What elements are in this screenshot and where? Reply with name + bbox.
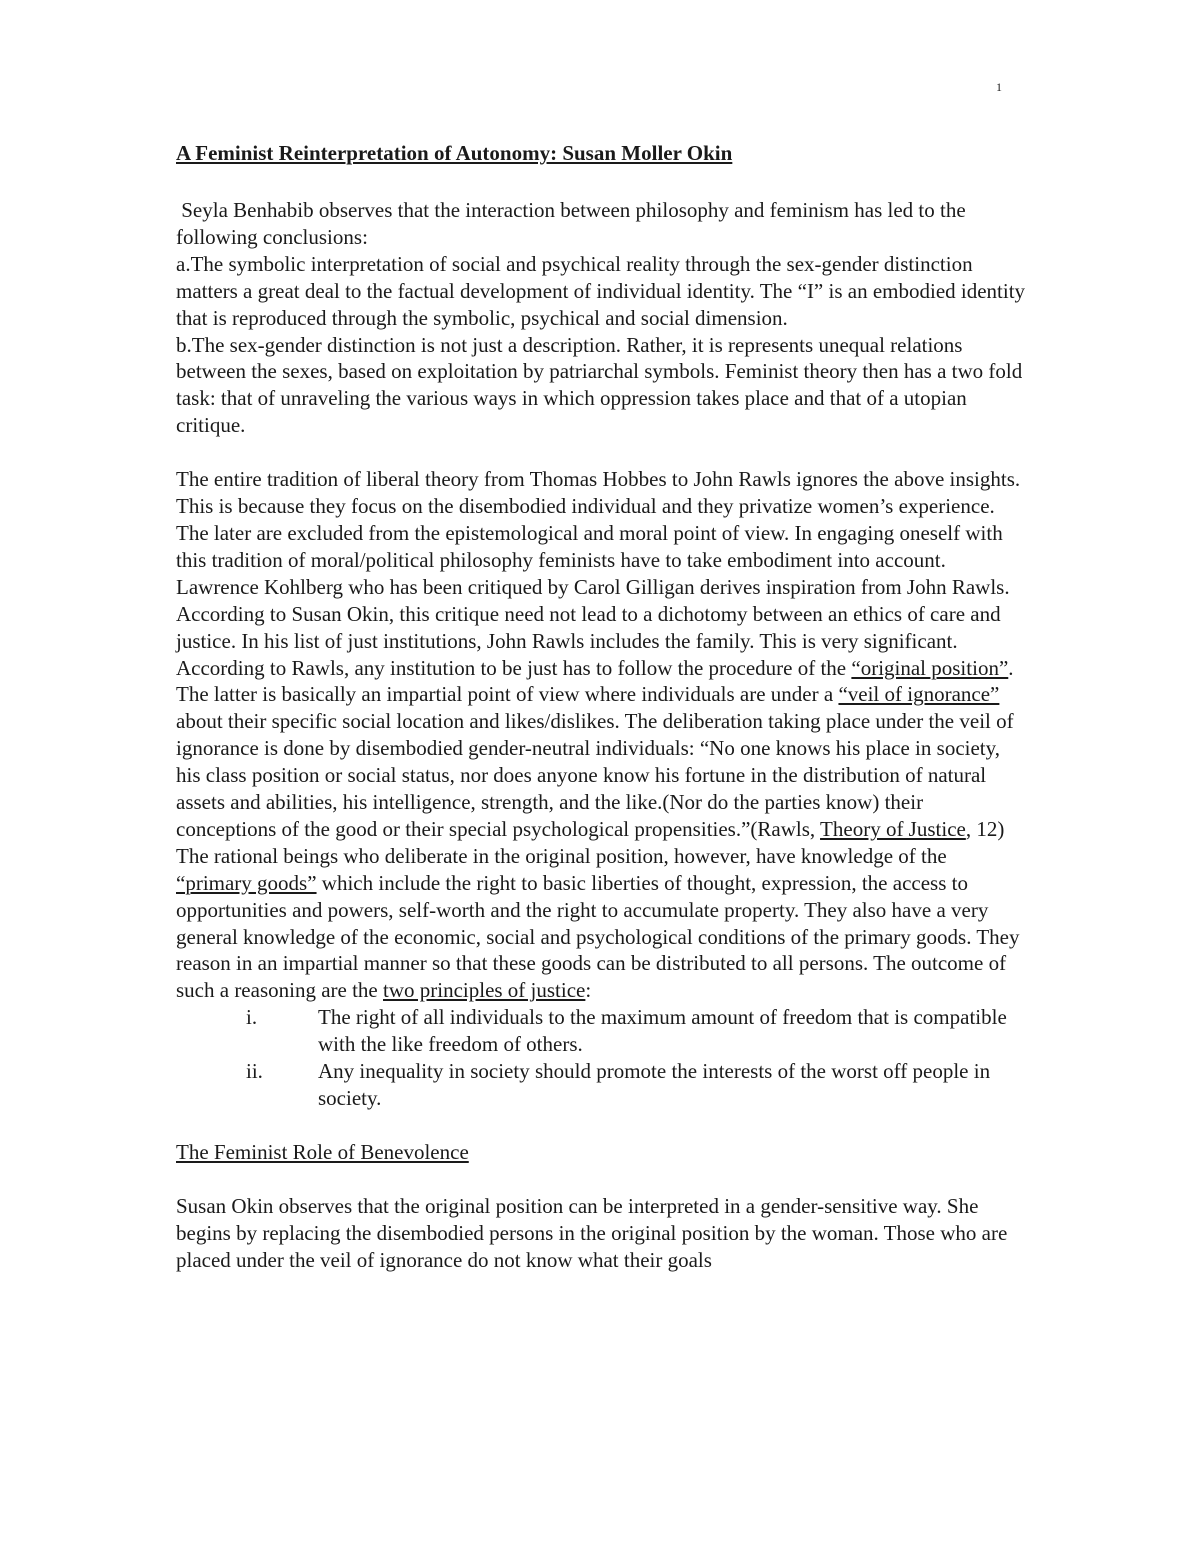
list-item bbox=[176, 1058, 1026, 1112]
original-position-term: “original position” bbox=[851, 655, 1009, 680]
p2-text-3: about their specific social location and likes/dislikes. The deliberation taking place under the veil of ignorance is done by disembodied gender-neutral individuals: “No one knows his place in society, his class position or social status, nor does anyone know his fortune in the distribution of natural assets and abilities, his intelligence, strength, and the like.(Nor do the parties know) their conceptions of the good or their special psychological propensities.”(Rawls, bbox=[176, 709, 1014, 841]
list-item bbox=[176, 1004, 1026, 1058]
p2-text-1: The entire tradition of liberal theory from Thomas Hobbes to John Rawls ignores the above insights. This is because they focus on the disembodied individual and they privatize women’s experience. The later are excluded from the epistemological and moral point of view. In engaging oneself with this tradition of moral/political philosophy feminists have to take embodiment into account. Lawrence Kohlberg who has been critiqued by Carol Gilligan derives inspiration from John Rawls. According to Susan Okin, this critique need not lead to a dichotomy between an ethics of care and justice. In his list of just institutions, John Rawls includes the family. This is very significant. According to Rawls, any institution to be just has to follow the procedure of the bbox=[176, 467, 1021, 680]
paragraph-gap bbox=[176, 439, 1026, 466]
two-principles-term: two principles of justice bbox=[383, 978, 586, 1003]
p3-text-3: : bbox=[585, 978, 592, 1003]
intro-paragraph bbox=[176, 197, 1026, 251]
paragraph-gap bbox=[176, 1112, 1026, 1139]
section-heading: The Feminist Role of Benevolence bbox=[176, 1139, 469, 1164]
conclusion-a: a.The symbolic interpretation of social and psychical reality through the sex-gender distinction matters a great deal to the factual development of individual identity. The “I” is an embodied identity that is reproduced through the symbolic, psychical and social dimension. bbox=[176, 251, 1026, 330]
list-item-text: The right of all individuals to the maximum amount of freedom that is compatible with the like freedom of others. bbox=[318, 1005, 1007, 1057]
document-title: A Feminist Reinterpretation of Autonomy: Susan Moller Okin bbox=[176, 141, 733, 165]
list-item-text: Any inequality in society should promote the interests of the worst off people in society. bbox=[318, 1059, 991, 1110]
list-marker: i. bbox=[246, 1005, 258, 1030]
conclusion-b: b.The sex-gender distinction is not just a description. Rather, it is represents unequal relations between the sexes, based on exploitation by patriarchal symbols. Feminist theory then has a two fold task: that of unraveling the various ways in which oppression takes place and that of a utopian critique. bbox=[176, 332, 1023, 438]
p3-text-2: which include the right to basic liberties of thought, expression, the access to opportunities and powers, self-worth and the right to accumulate property. They also have a very general knowledge of the economic, social and psychological conditions of the primary goods. They reason in an impartial manner so that these goods can be distributed to all persons. The outcome of such a reasoning are the bbox=[176, 870, 1020, 1003]
theory-of-justice-citation: Theory of Justice bbox=[820, 816, 966, 841]
p2-text-4: , 12) bbox=[965, 816, 1005, 841]
principles-list bbox=[176, 1004, 1026, 1112]
okin-paragraph: Susan Okin observes that the original position can be interpreted in a gender-sensitive way. She begins by replacing the disembodied persons in the original position by the woman. Those who are placed under the veil of ignorance do not know what their goals bbox=[176, 1193, 1008, 1272]
liberal-theory-paragraph bbox=[176, 466, 1026, 843]
list-marker: ii. bbox=[246, 1059, 263, 1084]
paragraph-gap bbox=[176, 1166, 1026, 1193]
intro-text: Seyla Benhabib observes that the interaction between philosophy and feminism has led to the following conclusions: bbox=[176, 198, 966, 249]
page-number: 1 bbox=[996, 80, 1002, 94]
document-body bbox=[176, 140, 1026, 1274]
p3-text-1: The rational beings who deliberate in the original position, however, have knowledge of the bbox=[176, 843, 947, 868]
primary-goods-paragraph bbox=[176, 843, 1026, 1004]
primary-goods-term: “primary goods” bbox=[176, 870, 317, 895]
veil-of-ignorance-term: “veil of ignorance” bbox=[838, 682, 1000, 707]
p2-text-2: . The latter is basically an impartial point of view where individuals are under a bbox=[176, 655, 1014, 707]
